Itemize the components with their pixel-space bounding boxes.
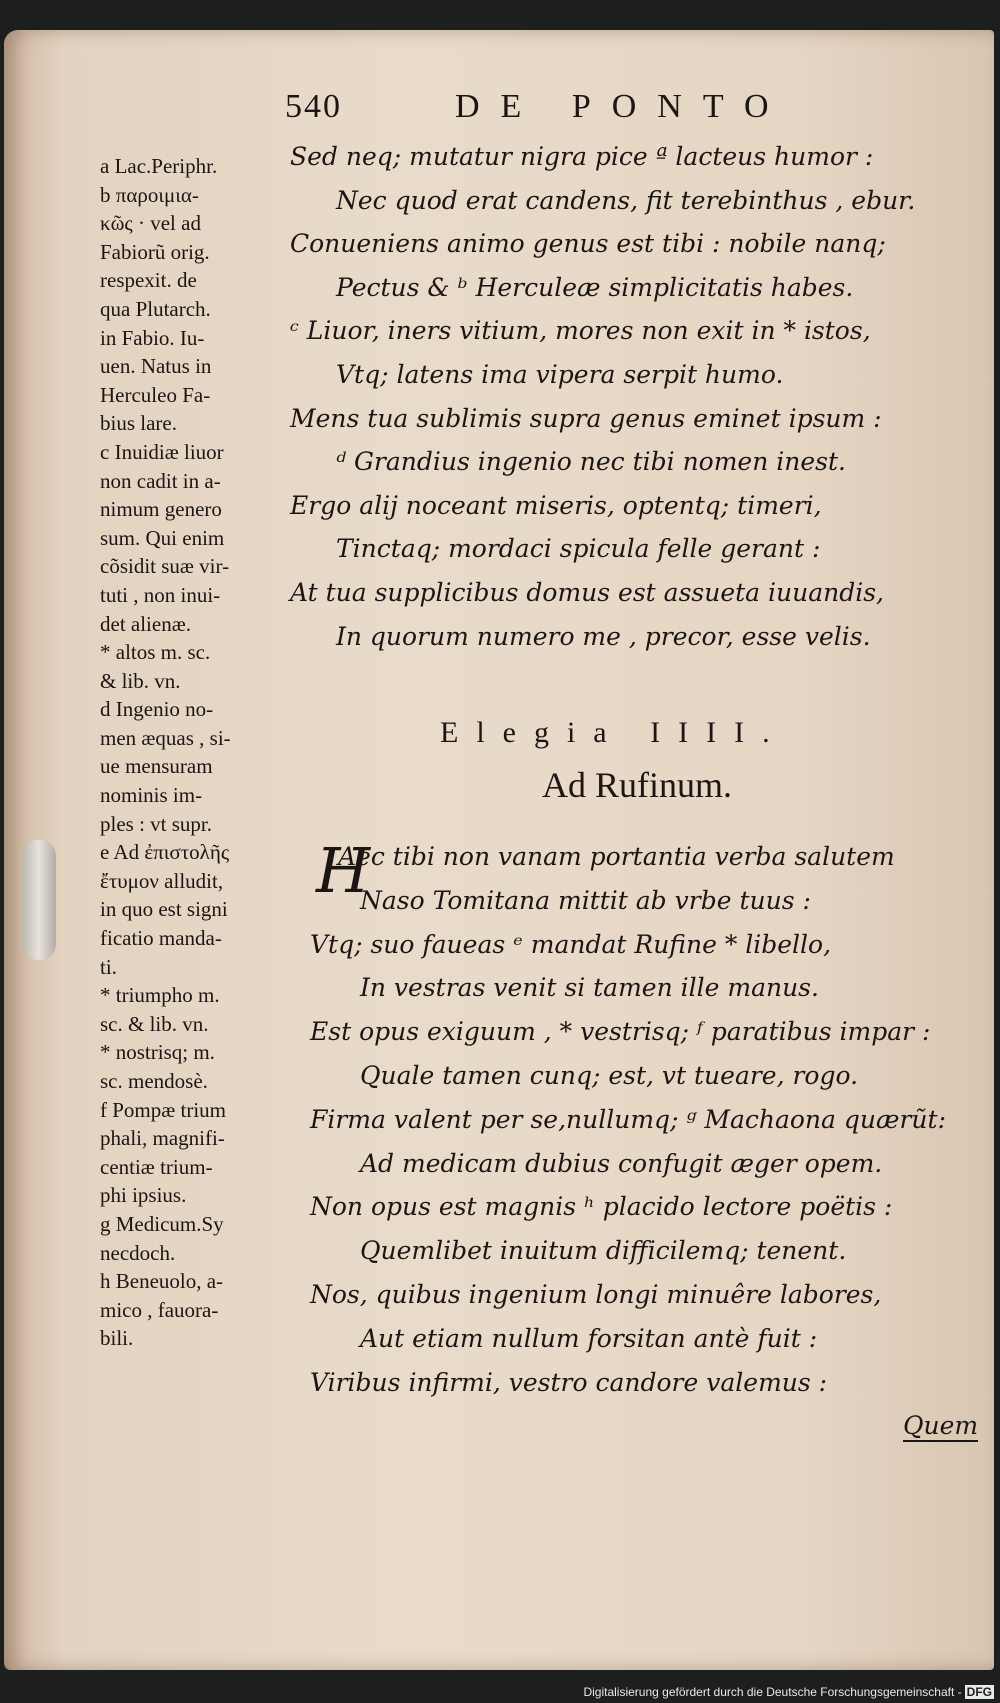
gloss-line: qua Plutarch. [100, 296, 211, 321]
gloss-line: in quo est signi [100, 897, 228, 922]
verse-line: Viribus infirmi, vestro candore valemus : [310, 1367, 828, 1397]
verse-line: Quale tamen cunq; est, vt tueare, rogo. [360, 1061, 859, 1090]
gloss-line: d Ingenio no- [100, 697, 214, 722]
verse-line: Mens tua sublimis supra genus eminet ipsum : [290, 403, 882, 433]
gloss-line: Fabiorũ orig. [100, 239, 210, 264]
gloss-line: ples : vt supr. [100, 811, 213, 836]
gloss-line: phali, magnifi- [100, 1126, 225, 1151]
gloss-line: ue mensuram [100, 754, 213, 779]
gloss-line: ficatio manda- [100, 926, 222, 951]
gloss-line: centiæ trium- [100, 1154, 213, 1179]
verse-line: In quorum numero me , precor, esse velis. [336, 621, 871, 651]
gloss-line: e Ad ἐπιστολῆς [100, 840, 230, 865]
verse-line: Ergo alij noceant miseris, optentq; timeri, [290, 490, 822, 520]
gloss-line: g Medicum.Sy [100, 1211, 224, 1236]
elegy-subtitle: Ad Rufinum. [542, 765, 733, 805]
drop-capital: H [316, 834, 371, 907]
gloss-line: cõsidit suæ vir- [100, 554, 230, 579]
gloss-line: phi ipsius. [100, 1183, 187, 1208]
gloss-line: & lib. vn. [100, 668, 181, 693]
gloss-line: necdoch. [100, 1240, 176, 1265]
verse-line: Nos, quibus ingenium longi minuêre labores, [310, 1280, 882, 1309]
gloss-line: c Inuidiæ liuor [100, 439, 224, 464]
gloss-line: non cadit in a- [100, 468, 221, 493]
verse-line: Ad medicam dubius confugit æger opem. [360, 1148, 883, 1178]
gloss-line: men æquas , si- [100, 725, 231, 750]
gloss-line: nimum genero [100, 497, 222, 522]
gloss-line: respexit. de [100, 268, 197, 293]
gloss-line: ἔτυμον alludit, [100, 868, 224, 893]
gloss-line: det alienæ. [100, 611, 191, 636]
verse-line: Vtq; suo faueas ᵉ mandat Rufine * libello, [310, 929, 832, 959]
gloss-line: bius lare. [100, 411, 177, 436]
verse-line: Vtq; latens ima vipera serpit humo. [336, 360, 784, 389]
gloss-line: * nostrisq; m. [100, 1040, 215, 1065]
verse-line: Naso Tomitana mittit ab vrbe tuus : [360, 885, 811, 915]
page-clip [22, 840, 56, 960]
gloss-line: nominis im- [100, 783, 203, 808]
digitization-credit [583, 1685, 994, 1699]
gloss-line: f Pompæ trium [100, 1097, 227, 1122]
gloss-line: sc. & lib. vn. [100, 1011, 209, 1036]
gloss-line: Herculeo Fa- [100, 382, 211, 407]
verse-line: Aut etiam nullum forsitan antè fuit : [360, 1323, 818, 1353]
gloss-line: b παροιμια- [100, 182, 199, 207]
verse-line: Conueniens animo genus est tibi : nobile nanq; [290, 229, 886, 259]
gloss-line: sc. mendosè. [100, 1069, 208, 1093]
gloss-line: ti. [100, 954, 117, 979]
verse-line: Pectus & ᵇ Herculeæ simplicitatis habes. [336, 272, 854, 302]
verse-line: Nec quod erat candens, fit terebinthus , ebur. [336, 185, 916, 215]
gloss-line: in Fabio. Iu- [100, 325, 205, 350]
gloss-line: tuti , non inui- [100, 582, 221, 607]
gloss-line: h Beneuolo, a- [100, 1269, 224, 1294]
verse-line: Quemlibet inuitum difficilemq; tenent. [360, 1236, 847, 1266]
elegy-title: Elegia IIII. [440, 716, 788, 749]
dfg-logo: DFG [966, 1685, 992, 1699]
marginal-glosses [100, 152, 295, 1353]
page-number: 540 [285, 88, 342, 125]
running-title: DE PONTO [455, 88, 790, 125]
gloss-line: a Lac.Periphr. [100, 154, 218, 178]
gloss-line: mico , fauora- [100, 1297, 219, 1322]
verse-line: Aec tibi non vanam portantia verba salutem [338, 842, 895, 871]
verse-line: Sed neq; mutatur nigra pice ª lacteus humor : [290, 142, 874, 171]
gloss-line: uen. Natus in [100, 354, 212, 379]
verse-line: Firma valent per se,nullumq; ᵍ Machaona quærũt: [310, 1104, 946, 1134]
verse-line: Non opus est magnis ʰ placido lectore poëtis : [310, 1192, 893, 1222]
verse-line: Est opus exiguum , * vestrisq; ᶠ paratibus impar : [310, 1017, 931, 1047]
gloss-line: κῶς · vel ad [100, 211, 201, 236]
verse-line: ᶜ Liuor, iners vitium, mores non exit in * istos, [290, 316, 871, 346]
gloss-line: sum. Qui enim [100, 525, 225, 550]
gloss-line: * altos m. sc. [100, 640, 211, 665]
verse-line: In vestras venit si tamen ille manus. [360, 973, 819, 1003]
gloss-line: bili. [100, 1326, 134, 1351]
verse-line: ᵈ Grandius ingenio nec tibi nomen inest. [336, 447, 846, 477]
credit-text: Digitalisierung gefördert durch die Deutsche Forschungsgemeinschaft - [583, 1685, 962, 1699]
catchword: Quem [903, 1411, 979, 1440]
gloss-line: * triumpho m. [100, 983, 220, 1008]
verse-line: At tua supplicibus domus est assueta iuuandis, [290, 578, 885, 607]
verse-line: Tinctaq; mordaci spicula felle gerant : [336, 534, 821, 564]
